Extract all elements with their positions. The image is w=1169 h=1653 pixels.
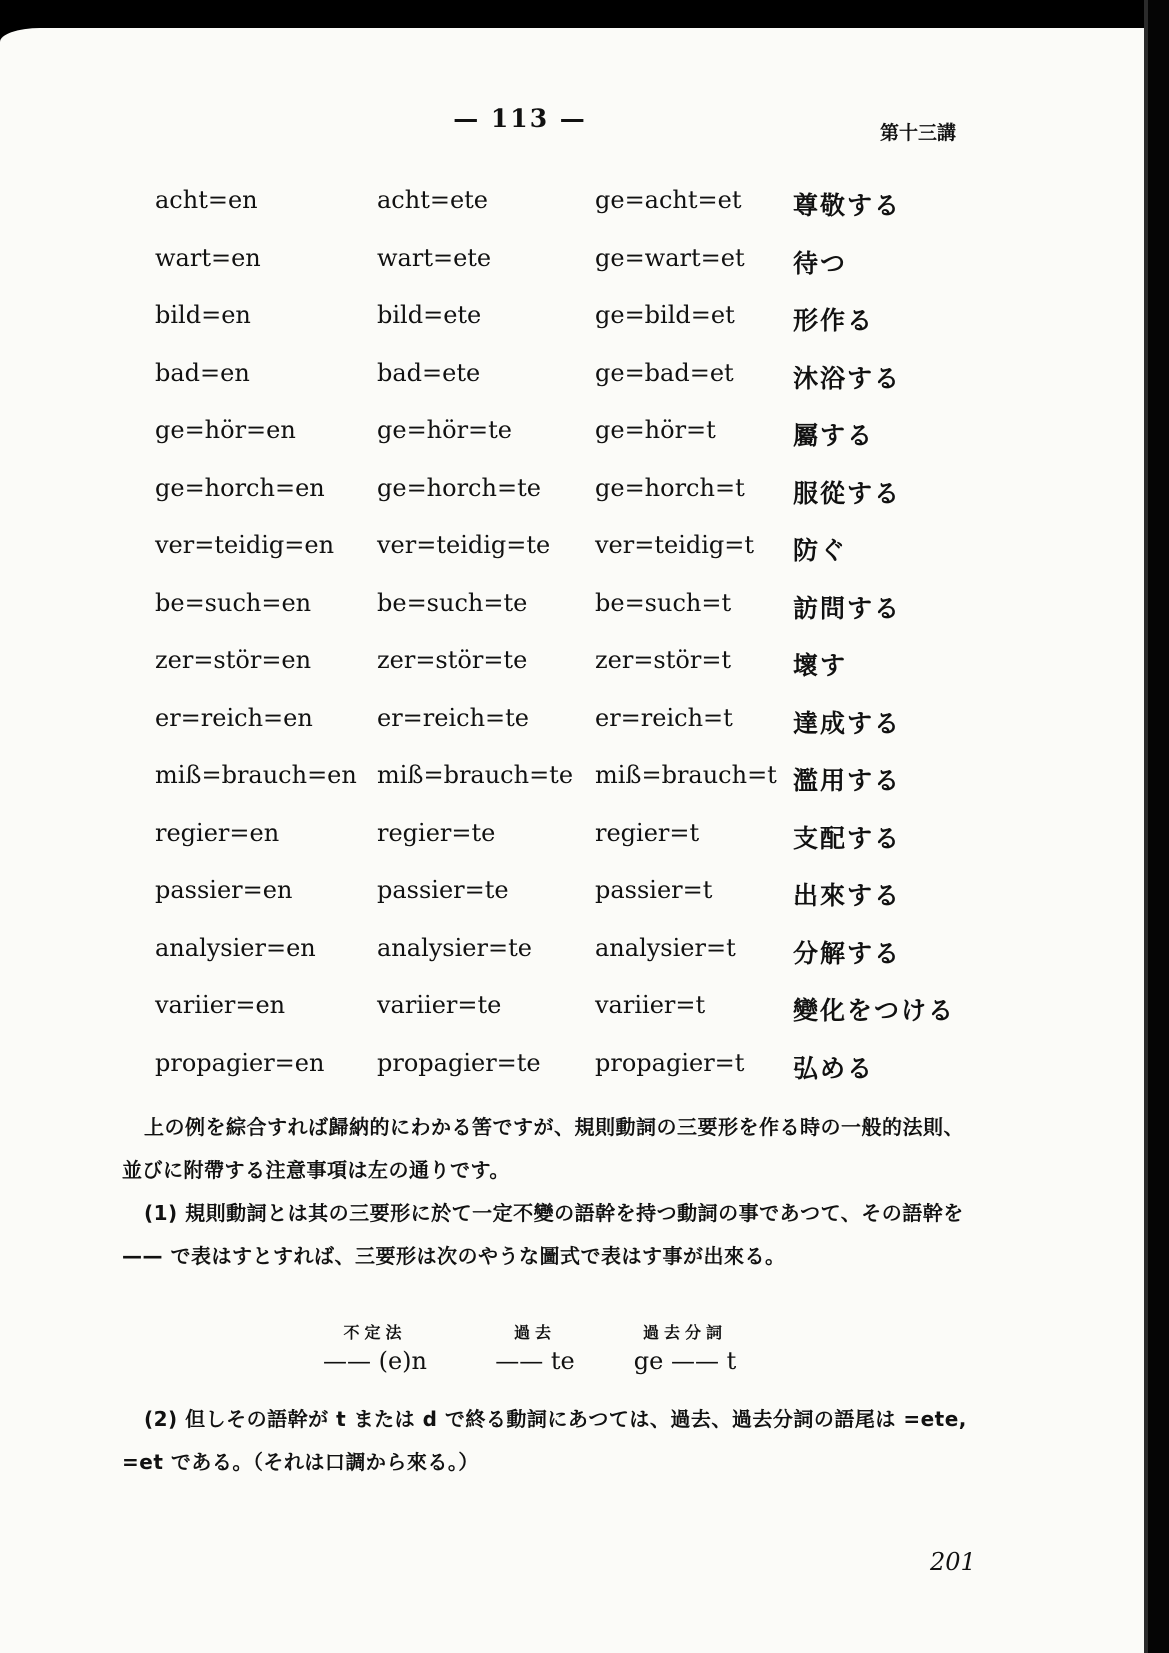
past-participle: ver=teidig=t <box>595 531 755 559</box>
infinitive: passier=en <box>155 876 293 904</box>
meaning: 屬する <box>793 421 875 450</box>
infinitive: acht=en <box>155 186 258 214</box>
meaning: 待つ <box>793 248 848 278</box>
past-participle: ge=wart=et <box>595 243 745 272</box>
past: passier=te <box>377 876 509 904</box>
meaning: 沐浴する <box>793 363 902 393</box>
infinitive: ge=hör=en <box>155 416 296 444</box>
past-participle: analysier=t <box>595 933 736 962</box>
past: bad=ete <box>377 358 481 387</box>
rule-1-paragraph: (1) 規則動詞とは其の三要形に於て一定不變の語幹を持つ動詞の事であつて、その語幹を —— で表はすとすれば、三要形は次のやうな圖式で表はす事が出來る。 <box>122 1201 964 1268</box>
past: acht=ete <box>377 186 489 214</box>
page-number-header: — 113 — <box>453 104 587 133</box>
past-participle: ge=horch=t <box>595 473 745 502</box>
past: ge=horch=te <box>377 473 541 502</box>
meaning: 出來する <box>793 881 902 910</box>
infinitive: bad=en <box>155 358 250 387</box>
past-participle: ge=hör=t <box>595 416 716 444</box>
infinitive: propagier=en <box>155 1048 325 1077</box>
formula-form: ge —— t <box>633 1347 737 1375</box>
past: zer=stör=te <box>377 646 528 674</box>
formula-form: —— te <box>495 1347 575 1375</box>
infinitive: ver=teidig=en <box>155 531 335 559</box>
verb-row <box>155 359 985 417</box>
verb-row <box>155 301 985 359</box>
verb-row <box>155 819 985 877</box>
formula-infinitive <box>290 1320 460 1375</box>
footer-page-number: 201 <box>930 1548 976 1576</box>
past: regier=te <box>377 818 496 847</box>
past-participle: ge=bild=et <box>595 301 735 329</box>
meaning: 尊敬する <box>793 191 902 220</box>
verb-row <box>155 589 985 647</box>
verb-row <box>155 531 985 589</box>
past: ge=hör=te <box>377 416 513 444</box>
page-edge-shadow <box>1148 0 1169 1653</box>
summary-paragraph: 上の例を綜合すれば歸納的にわかる筈ですが、規則動詞の三要形を作る時の一般的法則、並びに附帶する注意事項は左の通りです。 <box>122 1115 964 1182</box>
past-participle: ge=acht=et <box>595 186 742 214</box>
past: bild=ete <box>377 301 482 329</box>
meaning: 支配する <box>793 823 902 853</box>
infinitive: regier=en <box>155 818 280 847</box>
verb-row <box>155 704 985 762</box>
past: variier=te <box>377 991 502 1019</box>
past: wart=ete <box>377 243 492 272</box>
formula-label: 不定法 <box>343 1323 407 1342</box>
past: propagier=te <box>377 1048 541 1077</box>
verb-row <box>155 876 985 934</box>
meaning: 壞す <box>793 651 848 680</box>
formula-label: 過去 <box>513 1323 556 1342</box>
formula-past <box>450 1320 620 1375</box>
verb-row <box>155 416 985 474</box>
past-participle: regier=t <box>595 818 700 847</box>
verb-row <box>155 1049 985 1107</box>
infinitive: ge=horch=en <box>155 473 325 502</box>
infinitive: variier=en <box>155 991 286 1019</box>
meaning: 弘める <box>793 1053 875 1083</box>
infinitive: zer=stör=en <box>155 646 312 674</box>
past-participle: er=reich=t <box>595 703 733 732</box>
verb-row <box>155 244 985 302</box>
verb-row <box>155 474 985 532</box>
past-participle: be=such=t <box>595 588 732 617</box>
meaning: 防ぐ <box>793 536 848 565</box>
infinitive: be=such=en <box>155 588 312 617</box>
conjugation-formula <box>290 1320 810 1390</box>
infinitive: analysier=en <box>155 933 316 962</box>
meaning: 達成する <box>793 708 902 738</box>
meaning: 變化をつける <box>793 996 956 1025</box>
verb-table <box>155 186 985 1106</box>
past: ver=teidig=te <box>377 531 551 559</box>
meaning: 服從する <box>793 478 902 508</box>
verb-row <box>155 991 985 1049</box>
past: be=such=te <box>377 588 528 617</box>
past-participle: variier=t <box>595 991 706 1019</box>
verb-row <box>155 186 985 244</box>
meaning: 訪問する <box>793 593 902 623</box>
infinitive: bild=en <box>155 301 251 329</box>
infinitive: wart=en <box>155 243 261 272</box>
past: er=reich=te <box>377 703 529 732</box>
rule-2-paragraph: (2) 但しその語幹が t または d で終る動詞にあつては、過去、過去分詞の語尾は =ete, =et である。（それは口調から來る。） <box>122 1407 967 1474</box>
verb-row <box>155 646 985 704</box>
meaning: 形作る <box>793 306 875 335</box>
past-participle: miß=brauch=t <box>595 761 777 789</box>
formula-form: —— (e)n <box>322 1347 427 1375</box>
past-participle: zer=stör=t <box>595 646 732 674</box>
meaning: 分解する <box>793 938 902 968</box>
past-participle: propagier=t <box>595 1048 745 1077</box>
past-participle: ge=bad=et <box>595 358 734 387</box>
chapter-title: 第十三講 <box>880 122 957 144</box>
past-participle: passier=t <box>595 876 713 904</box>
formula-label: 過去分詞 <box>642 1323 727 1342</box>
infinitive: er=reich=en <box>155 703 313 732</box>
infinitive: miß=brauch=en <box>155 761 357 789</box>
formula-past-participle <box>600 1320 770 1375</box>
past: miß=brauch=te <box>377 761 574 789</box>
verb-row <box>155 934 985 992</box>
meaning: 濫用する <box>793 766 902 795</box>
verb-row <box>155 761 985 819</box>
past: analysier=te <box>377 933 532 962</box>
